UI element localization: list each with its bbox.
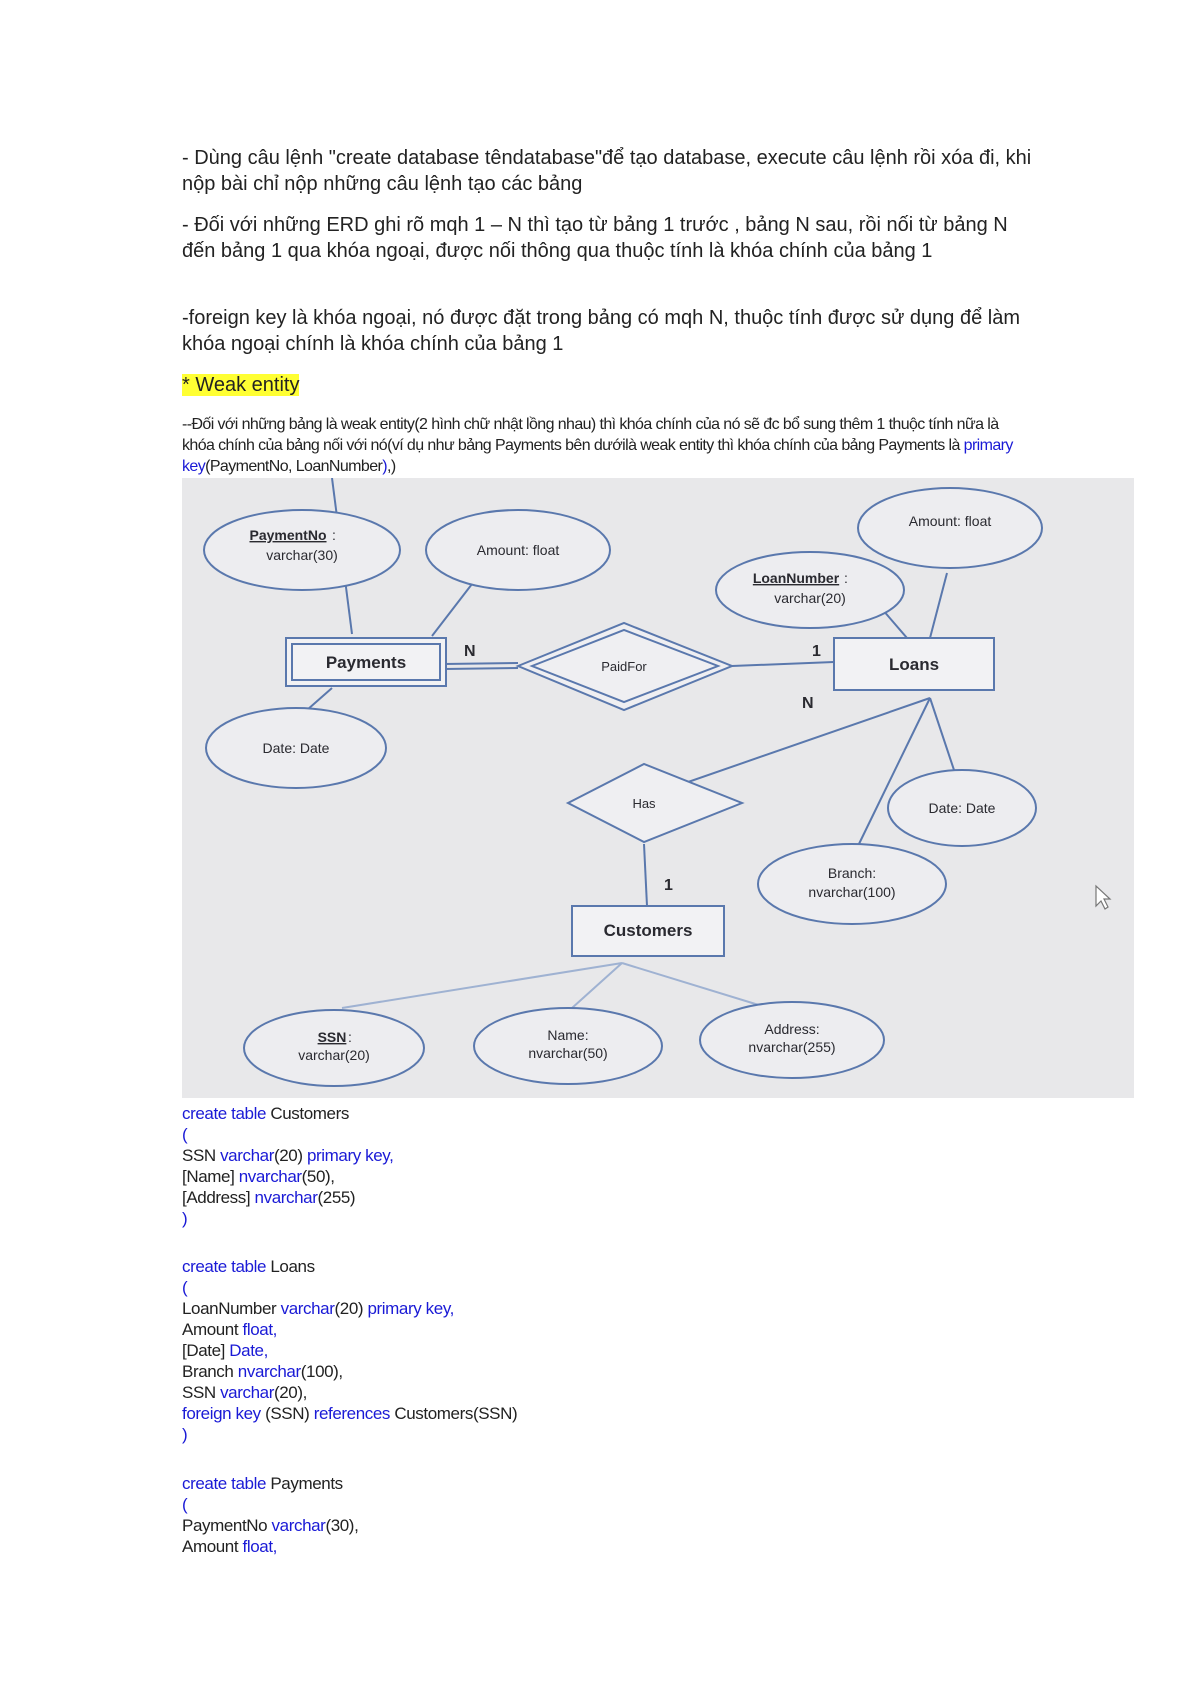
weak-note-text: --Đối với những bảng là weak entity(2 hình chữ nhật lồng nhau) thì khóa chính của nó sẽ đc bổ sung thêm 1 thuộc tính nữa là khóa chính của bảng nối với nó(ví dụ như bảng Payments bên dướilà weak entity thì khóa chính của bảng Payments là <box>182 416 999 454</box>
address-attribute <box>700 1002 884 1078</box>
instruction-paragraph-2: - Đối với những ERD ghi rõ mqh 1 – N thì tạo từ bảng 1 trước , bảng N sau, rồi nối từ bảng N đến bảng 1 qua khóa ngoại, được nối thông qua thuộc tính là khóa chính của bảng 1 <box>182 214 1008 262</box>
branch-attribute <box>758 844 946 924</box>
code-line <box>182 1424 782 1445</box>
sql-keyword: float <box>242 1537 273 1556</box>
paymentno-type: varchar(30) <box>266 547 338 563</box>
instruction-paragraph-3: -foreign key là khóa ngoại, nó được đặt trong bảng có mqh N, thuộc tính được sử dụng để làm khóa ngoại chính là khóa chính của bảng 1 <box>182 307 1020 355</box>
sql-keyword: nvarchar <box>238 1167 302 1186</box>
sql-keyword: varchar <box>271 1516 326 1535</box>
cardinality-1-loans: 1 <box>812 643 821 660</box>
code-line <box>182 1319 782 1340</box>
sql-text: (100), <box>300 1362 343 1381</box>
loan-amount-attribute <box>858 488 1042 568</box>
sql-text: (20) <box>273 1146 307 1165</box>
sql-keyword: varchar <box>220 1383 274 1402</box>
sql-keyword: , <box>389 1146 394 1165</box>
sql-loans-block <box>182 1256 782 1445</box>
sql-text: [Name] <box>182 1167 239 1186</box>
cardinality-n-loans-has: N <box>802 695 814 712</box>
sql-text: Branch <box>182 1362 238 1381</box>
sql-keyword: float <box>242 1320 273 1339</box>
paidfor-relationship <box>518 623 732 710</box>
sql-text: Customers <box>266 1104 349 1123</box>
cursor-icon <box>1096 886 1110 909</box>
cardinality-1-customers: 1 <box>664 877 673 894</box>
code-line <box>182 1103 782 1124</box>
sql-payments-block <box>182 1473 782 1557</box>
sql-text: (255) <box>317 1188 356 1207</box>
sql-keyword: , <box>272 1537 277 1556</box>
sql-keyword: references <box>313 1404 391 1423</box>
sql-keyword: ( <box>182 1278 188 1297</box>
address-label: Address: <box>764 1021 820 1037</box>
code-line <box>182 1124 782 1145</box>
sql-text: Payments <box>266 1474 343 1493</box>
paymentno-colon: : <box>332 527 336 543</box>
erd-diagram <box>182 478 1134 1098</box>
sql-text: (20), <box>273 1383 307 1402</box>
code-line <box>182 1473 782 1494</box>
sql-text: [Date] <box>182 1341 230 1360</box>
loannumber-attribute <box>716 552 904 628</box>
payments-entity <box>286 638 446 686</box>
code-line <box>182 1166 782 1187</box>
name-label: Name: <box>547 1027 589 1043</box>
sql-text: PaymentNo <box>182 1516 272 1535</box>
branch-label: Branch: <box>827 865 877 881</box>
sql-keyword: nvarchar <box>237 1362 301 1381</box>
payment-amount-attribute <box>426 510 610 590</box>
ssn-key-label: SSN <box>317 1029 347 1045</box>
sql-keyword: primary key <box>306 1146 390 1165</box>
branch-type: nvarchar(100) <box>808 884 896 900</box>
payment-date-label: Date: Date <box>262 740 330 756</box>
weak-entity-heading <box>182 372 1042 398</box>
sql-keyword: create table <box>182 1257 267 1276</box>
loannumber-colon: : <box>844 570 848 586</box>
sql-keyword: nvarchar <box>254 1188 318 1207</box>
code-line <box>182 1515 782 1536</box>
code-line <box>182 1494 782 1515</box>
loan-date-attribute <box>888 770 1036 846</box>
sql-text: (30), <box>325 1516 359 1535</box>
weak-note-tail: ,) <box>386 458 396 475</box>
sql-keyword: , <box>449 1299 454 1318</box>
sql-text: Customers(SSN) <box>390 1404 518 1423</box>
sql-keyword: ( <box>182 1125 188 1144</box>
code-line <box>182 1208 782 1229</box>
sql-keyword: ) <box>182 1209 188 1228</box>
sql-text: [Address] <box>182 1188 255 1207</box>
sql-keyword: , <box>272 1320 277 1339</box>
loans-entity <box>834 638 994 690</box>
weak-note-columns: (PaymentNo, LoanNumber <box>205 458 383 475</box>
sql-keyword: varchar <box>280 1299 335 1318</box>
name-attribute <box>474 1008 662 1084</box>
ssn-type: varchar(20) <box>298 1047 370 1063</box>
erd-svg <box>182 478 1134 1098</box>
loannumber-type: varchar(20) <box>774 590 846 606</box>
weak-entity-note <box>182 414 1022 477</box>
code-line <box>182 1536 782 1557</box>
code-line <box>182 1403 782 1424</box>
ssn-attribute <box>244 1010 424 1086</box>
sql-keyword: create table <box>182 1474 267 1493</box>
sql-keyword: create table <box>182 1104 267 1123</box>
code-line <box>182 1361 782 1382</box>
sql-text: (50), <box>301 1167 335 1186</box>
sql-text: (20) <box>334 1299 368 1318</box>
sql-keyword: foreign key <box>182 1404 261 1423</box>
payment-date-attribute <box>206 708 386 788</box>
sql-text: Amount <box>182 1320 243 1339</box>
sql-keyword: ) <box>182 1425 188 1444</box>
loans-label: Loans <box>888 655 940 674</box>
sql-text: Amount <box>182 1537 243 1556</box>
has-relationship <box>568 764 742 842</box>
sql-keyword: , <box>263 1341 268 1360</box>
ssn-colon: : <box>348 1029 352 1045</box>
sql-keyword: primary key <box>367 1299 450 1318</box>
highlighted-heading-text: * Weak entity <box>182 374 300 396</box>
sql-text: (SSN) <box>260 1404 314 1423</box>
paidfor-label: PaidFor <box>601 659 647 674</box>
code-line <box>182 1145 782 1166</box>
customer-attribute-connectors <box>342 963 762 1008</box>
code-line <box>182 1277 782 1298</box>
code-line <box>182 1382 782 1403</box>
loan-date-label: Date: Date <box>928 800 996 816</box>
weak-note-keyword-primary-key: primary key <box>182 437 1013 475</box>
sql-text: Loans <box>266 1257 315 1276</box>
payments-label: Payments <box>325 653 407 672</box>
sql-text: SSN <box>182 1146 221 1165</box>
paymentno-key-label: PaymentNo <box>249 527 327 543</box>
payment-amount-label: Amount: float <box>476 542 560 558</box>
code-line <box>182 1340 782 1361</box>
cardinality-n-payments: N <box>464 643 476 660</box>
paymentno-attribute <box>204 510 400 590</box>
sql-text: LoanNumber <box>182 1299 281 1318</box>
sql-keyword: ( <box>182 1495 188 1514</box>
loannumber-key-label: LoanNumber <box>752 570 840 586</box>
customers-label: Customers <box>603 921 693 940</box>
weak-note-close-paren: ) <box>382 458 387 475</box>
loan-amount-label: Amount: float <box>908 513 992 529</box>
sql-keyword: Date <box>229 1341 264 1360</box>
sql-text: SSN <box>182 1383 221 1402</box>
code-line <box>182 1256 782 1277</box>
instruction-paragraph-1: - Dùng câu lệnh "create database têndatabase"để tạo database, execute câu lệnh rồi xóa đi, khi nộp bài chỉ nộp những câu lệnh tạo các bảng <box>182 147 1032 195</box>
has-label: Has <box>632 796 656 811</box>
sql-keyword: varchar <box>220 1146 274 1165</box>
code-line <box>182 1187 782 1208</box>
customers-entity <box>572 906 724 956</box>
address-type: nvarchar(255) <box>748 1039 836 1055</box>
name-type: nvarchar(50) <box>528 1045 608 1061</box>
sql-customers-block <box>182 1103 782 1229</box>
code-line <box>182 1298 782 1319</box>
